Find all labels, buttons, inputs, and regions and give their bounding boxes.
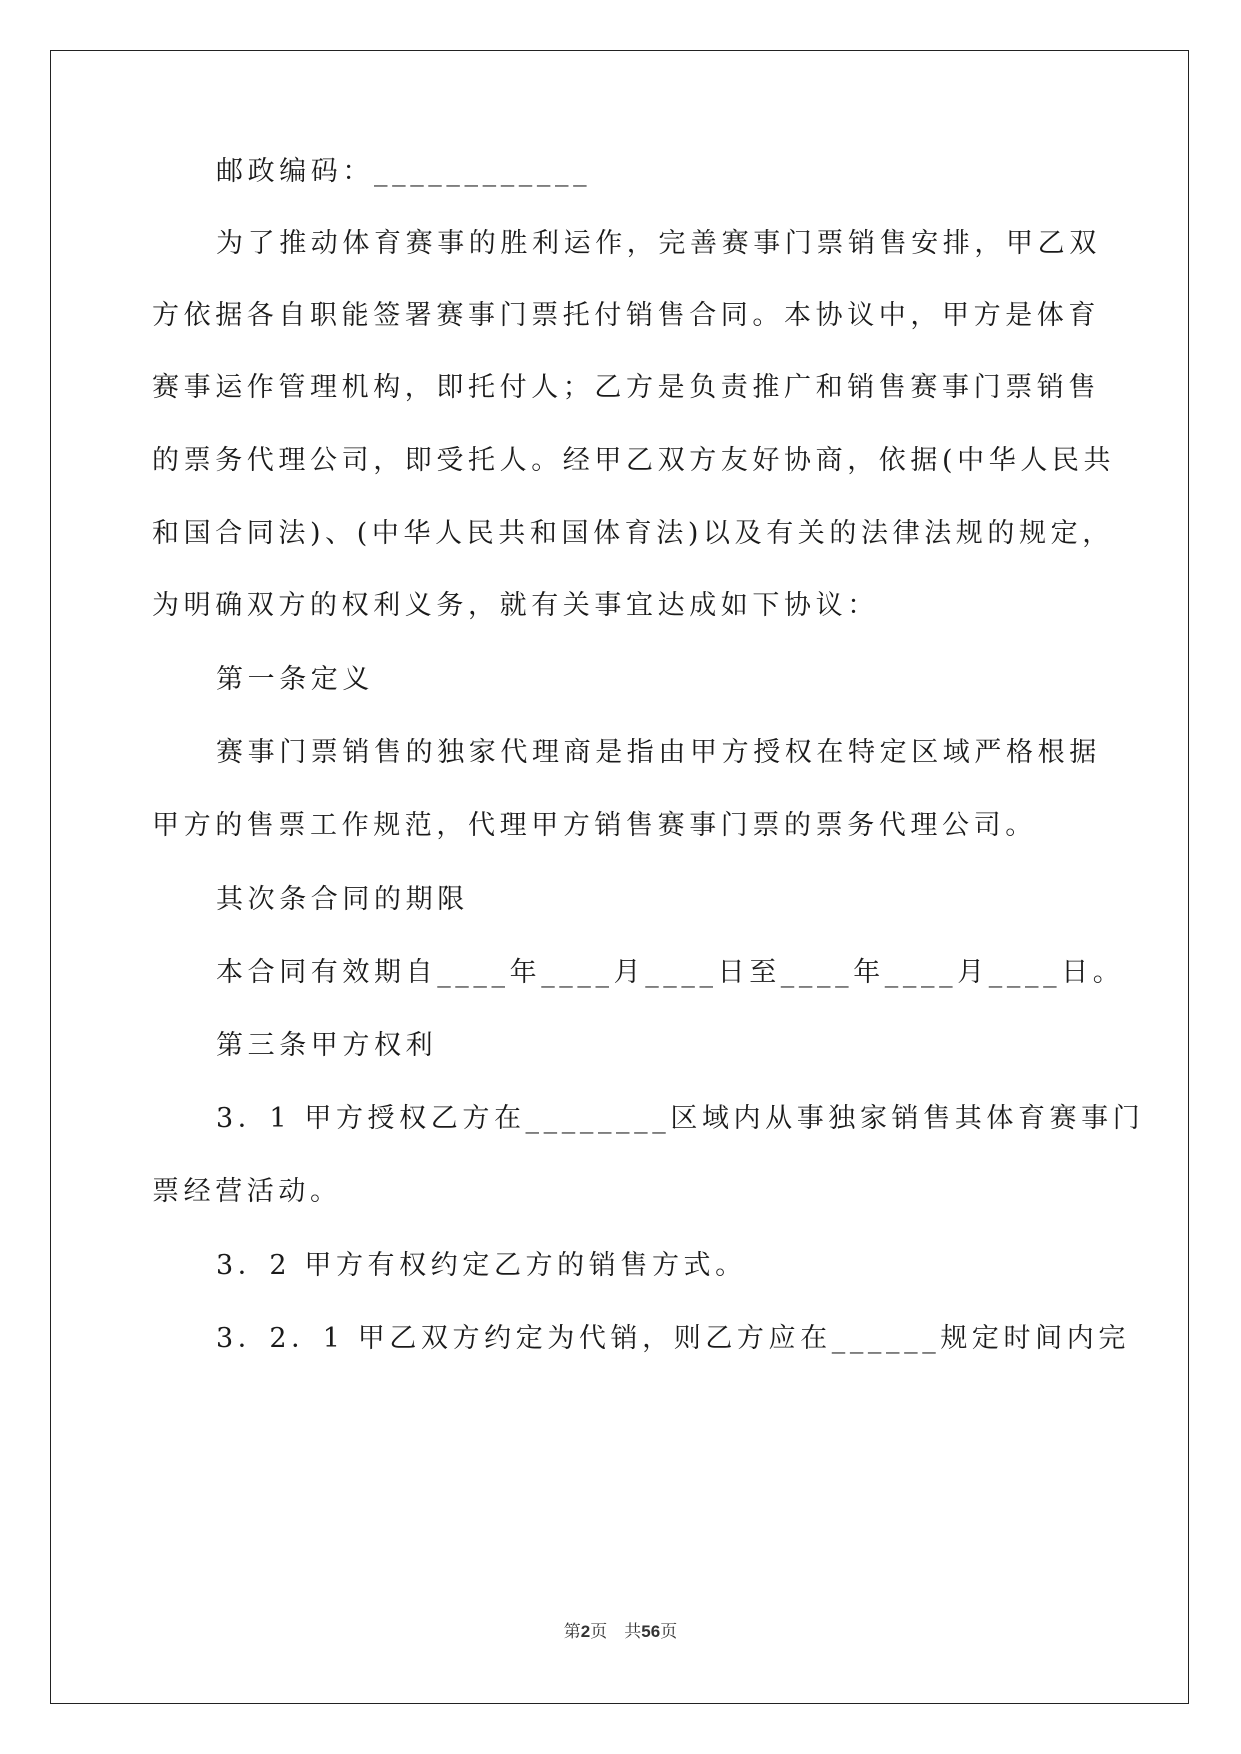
paragraph-line: 和国合同法)、(中华人民共和国体育法)以及有关的法律法规的规定， — [152, 518, 1114, 549]
paragraph-line: 本合同有效期自____年____月____日至____年____月____日。 — [216, 957, 1125, 988]
clause-line: 3．2．1 甲乙双方约定为代销，则乙方应在______规定时间内完 — [216, 1323, 1130, 1354]
paragraph-line: 赛事运作管理机构，即托付人；乙方是负责推广和销售赛事门票销售 — [152, 372, 1100, 403]
page-footer — [0, 1621, 1241, 1643]
paragraph-line: 方依据各自职能签署赛事门票托付销售合同。本协议中，甲方是体育 — [152, 300, 1100, 331]
paragraph-line: 为明确双方的权利义务，就有关事宜达成如下协议： — [152, 590, 879, 621]
footer-page-total: 56 — [641, 1622, 661, 1641]
paragraph-line: 为了推动体育赛事的胜利运作，完善赛事门票销售安排，甲乙双 — [216, 228, 1101, 259]
clause-line: 票经营活动。 — [152, 1176, 342, 1207]
section-heading: 其次条合同的期限 — [216, 884, 469, 915]
section-heading: 第一条定义 — [216, 664, 374, 695]
footer-page-suffix: 页 — [660, 1622, 678, 1642]
clause-line: 3．2 甲方有权约定乙方的销售方式。 — [216, 1250, 747, 1281]
footer-page-mid: 页 共 — [590, 1622, 642, 1642]
paragraph-line: 甲方的售票工作规范，代理甲方销售赛事门票的票务代理公司。 — [152, 810, 1037, 841]
section-heading: 第三条甲方权利 — [216, 1030, 438, 1061]
paragraph-line: 赛事门票销售的独家代理商是指由甲方授权在特定区域严格根据 — [216, 737, 1101, 768]
footer-page-prefix: 第 — [563, 1622, 581, 1642]
postal-code-line: 邮政编码：____________ — [216, 156, 592, 187]
clause-line: 3．1 甲方授权乙方在________区域内从事独家销售其体育赛事门 — [216, 1103, 1145, 1134]
paragraph-line: 的票务代理公司，即受托人。经甲乙双方友好协商，依据(中华人民共 — [152, 445, 1116, 476]
footer-page-number: 2 — [580, 1622, 591, 1641]
